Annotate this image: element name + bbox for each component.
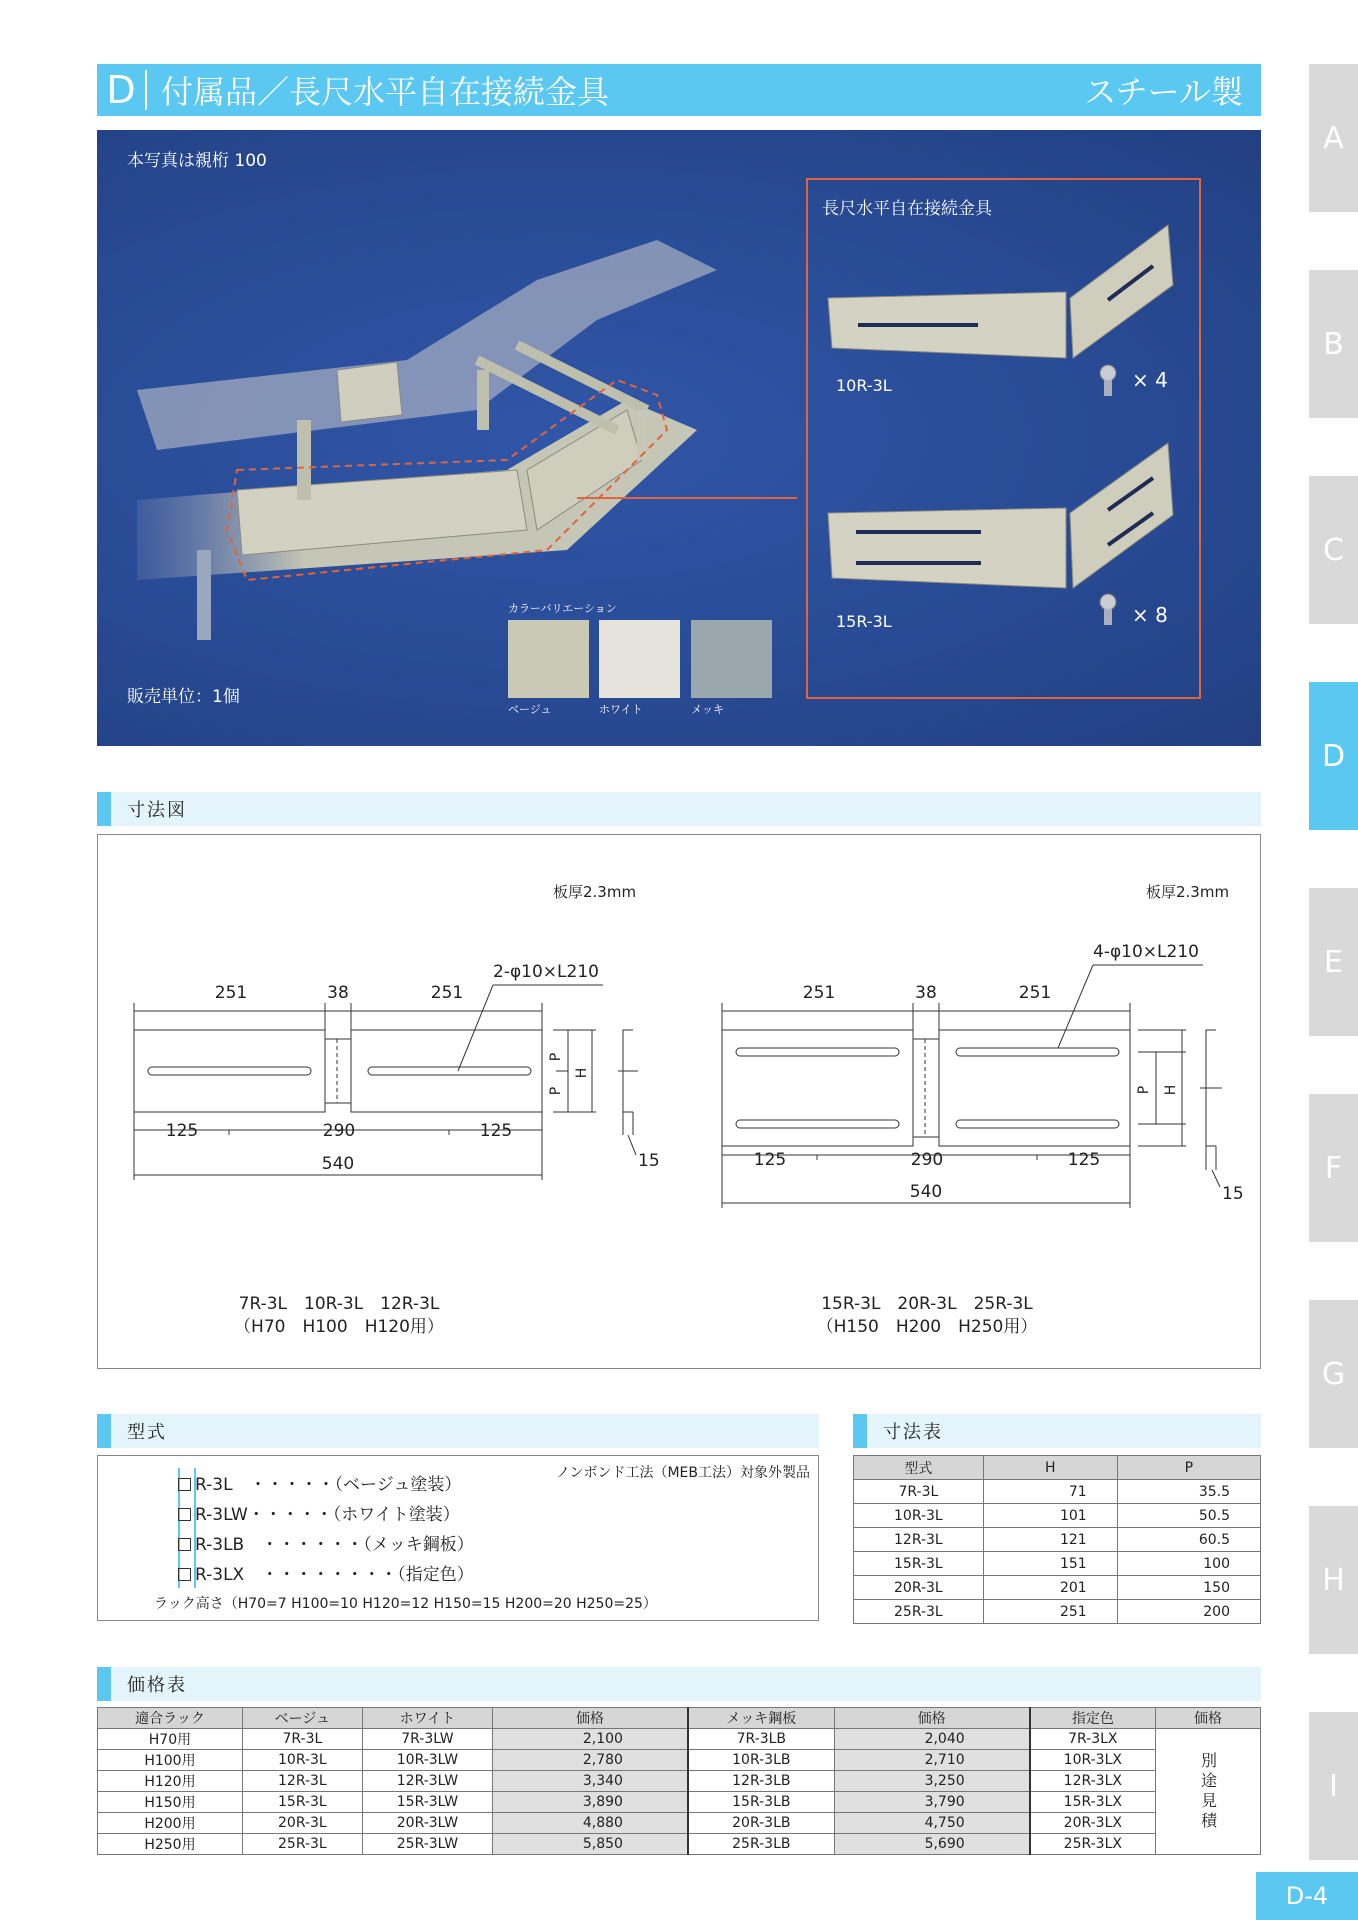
dimension-drawing-svg	[98, 835, 1262, 1370]
left-dim-bottom-3: 125	[479, 1121, 513, 1141]
table-row: H120用 12R-3L 12R-3LW 3,340 12R-3LB 3,250 12R-3LX	[98, 1771, 1261, 1792]
price-header-plating: メッキ鋼板	[688, 1708, 834, 1729]
table-row: 25R-3L 251 200	[854, 1600, 1261, 1624]
table-row: H200用 20R-3L 20R-3LW 4,880 20R-3LB 4,750 20R-3LX	[98, 1813, 1261, 1834]
detail-qty-1: × 4	[1132, 368, 1168, 392]
detail-inset	[806, 178, 1201, 699]
model-line-beige: R-3L ・・・・・（ベージュ塗装）	[178, 1470, 461, 1495]
detail-title: 長尺水平自在接続金具	[822, 199, 992, 219]
swatch-plating	[691, 620, 772, 698]
left-total: 540	[321, 1154, 355, 1174]
swatch-white	[599, 620, 680, 698]
size-table	[853, 1455, 1261, 1624]
product-photo-panel	[97, 130, 1261, 746]
detail-model-2: 15R-3L	[836, 612, 892, 631]
sales-unit: 販売単位：1個	[127, 687, 240, 707]
left-dim-top-3: 251	[430, 983, 464, 1003]
right-p-label: P	[1136, 1085, 1152, 1095]
tab-f[interactable]: F	[1309, 1094, 1358, 1242]
table-row: H70用 7R-3L 7R-3LW 2,100 7R-3LB 2,040 7R-3LX 別途見積	[98, 1729, 1261, 1750]
right-flange: 15	[1222, 1184, 1244, 1204]
size-table-heading: 寸法表	[853, 1414, 1261, 1448]
left-flange: 15	[638, 1151, 660, 1171]
price-header-rack: 適合ラック	[98, 1708, 243, 1729]
right-h-label: H	[1163, 1084, 1179, 1096]
size-header-h: H	[983, 1456, 1117, 1480]
tab-g[interactable]: G	[1309, 1300, 1358, 1448]
table-row: H250用 25R-3L 25R-3LW 5,850 25R-3LB 5,690 25R-3LX	[98, 1834, 1261, 1855]
color-variation-title: カラーバリエーション	[508, 602, 617, 615]
table-row: 15R-3L 151 100	[854, 1552, 1261, 1576]
estimate-cell: 別途見積	[1156, 1729, 1261, 1855]
tab-b[interactable]: B	[1309, 270, 1358, 418]
photo-note: 本写真は親桁 100	[127, 151, 267, 171]
table-row: H100用 10R-3L 10R-3LW 2,780 10R-3LB 2,710 10R-3LX	[98, 1750, 1261, 1771]
model-code-box	[97, 1455, 819, 1621]
page-title: 付属品／長尺水平自在接続金具	[161, 73, 610, 111]
table-row: 7R-3L 71 35.5	[854, 1480, 1261, 1504]
price-header-price-2: 価格	[834, 1708, 1029, 1729]
page-header	[97, 64, 1261, 116]
size-header-model: 型式	[854, 1456, 984, 1480]
size-header-p: P	[1117, 1456, 1260, 1480]
section-letter: D	[97, 70, 147, 110]
table-row: 20R-3L 201 150	[854, 1576, 1261, 1600]
table-row: 10R-3L 101 50.5	[854, 1504, 1261, 1528]
material-label: スチール製	[1084, 73, 1243, 111]
right-slot-label: 4-φ10×L210	[1093, 942, 1199, 962]
dimension-section-heading: 寸法図	[97, 792, 1261, 826]
model-line-custom: R-3LX ・・・・・・・・（指定色）	[178, 1560, 474, 1585]
detail-qty-2: × 8	[1132, 603, 1168, 627]
swatch-label-white: ホワイト	[599, 703, 643, 716]
swatch-label-plating: メッキ	[691, 703, 724, 716]
dimension-drawing	[97, 834, 1261, 1369]
right-thickness: 板厚2.3mm	[1146, 883, 1230, 901]
right-models: 15R-3L 20R-3L 25R-3L	[821, 1294, 1033, 1314]
tab-i[interactable]: I	[1309, 1712, 1358, 1860]
left-dim-bottom-1: 125	[165, 1121, 199, 1141]
right-dim-top-3: 251	[1018, 983, 1052, 1003]
right-dim-top-1: 251	[802, 983, 836, 1003]
price-table	[97, 1707, 1261, 1855]
left-dim-top-2: 38	[327, 983, 349, 1003]
price-header-white: ホワイト	[362, 1708, 492, 1729]
nonbond-note: ノンボンド工法（MEB工法）対象外製品	[556, 1465, 810, 1481]
price-table-heading: 価格表	[97, 1667, 1261, 1701]
tab-a[interactable]: A	[1309, 64, 1358, 212]
left-dim-bottom-2: 290	[322, 1121, 356, 1141]
price-header-price-3: 価格	[1156, 1708, 1261, 1729]
table-row: H150用 15R-3L 15R-3LW 3,890 15R-3LB 3,790 15R-3LX	[98, 1792, 1261, 1813]
tab-d[interactable]: D	[1309, 682, 1358, 830]
tab-c[interactable]: C	[1309, 476, 1358, 624]
price-header-custom: 指定色	[1030, 1708, 1156, 1729]
swatch-beige	[508, 620, 589, 698]
right-total: 540	[909, 1182, 943, 1202]
right-heights: （H150 H200 H250用）	[816, 1317, 1038, 1337]
price-header-price-1: 価格	[492, 1708, 687, 1729]
model-line-white: R-3LW・・・・・（ホワイト塗装）	[178, 1500, 460, 1525]
right-dim-bottom-2: 290	[910, 1150, 944, 1170]
table-row: 12R-3L 121 60.5	[854, 1528, 1261, 1552]
page-number: D-4	[1256, 1872, 1358, 1920]
left-heights: （H70 H100 H120用）	[234, 1317, 444, 1337]
price-header-beige: ベージュ	[242, 1708, 362, 1729]
right-dim-top-2: 38	[915, 983, 937, 1003]
right-dim-bottom-3: 125	[1067, 1150, 1101, 1170]
left-p-lower: P	[548, 1086, 564, 1096]
swatch-label-beige: ベージュ	[508, 703, 552, 716]
left-thickness: 板厚2.3mm	[553, 883, 637, 901]
left-slot-label: 2-φ10×L210	[493, 962, 599, 982]
left-dim-top-1: 251	[214, 983, 248, 1003]
model-section-heading: 型式	[97, 1414, 819, 1448]
tab-e[interactable]: E	[1309, 888, 1358, 1036]
model-line-plating: R-3LB ・・・・・・（メッキ鋼板）	[178, 1530, 474, 1555]
right-dim-bottom-1: 125	[753, 1150, 787, 1170]
tab-h[interactable]: H	[1309, 1506, 1358, 1654]
left-p-upper: P	[548, 1052, 564, 1062]
left-models: 7R-3L 10R-3L 12R-3L	[238, 1294, 440, 1314]
detail-model-1: 10R-3L	[836, 376, 892, 395]
left-h-label: H	[574, 1067, 590, 1079]
rack-height-note: ラック高さ（H70=7 H100=10 H120=12 H150=15 H200=20 H250=25）	[154, 1596, 657, 1612]
